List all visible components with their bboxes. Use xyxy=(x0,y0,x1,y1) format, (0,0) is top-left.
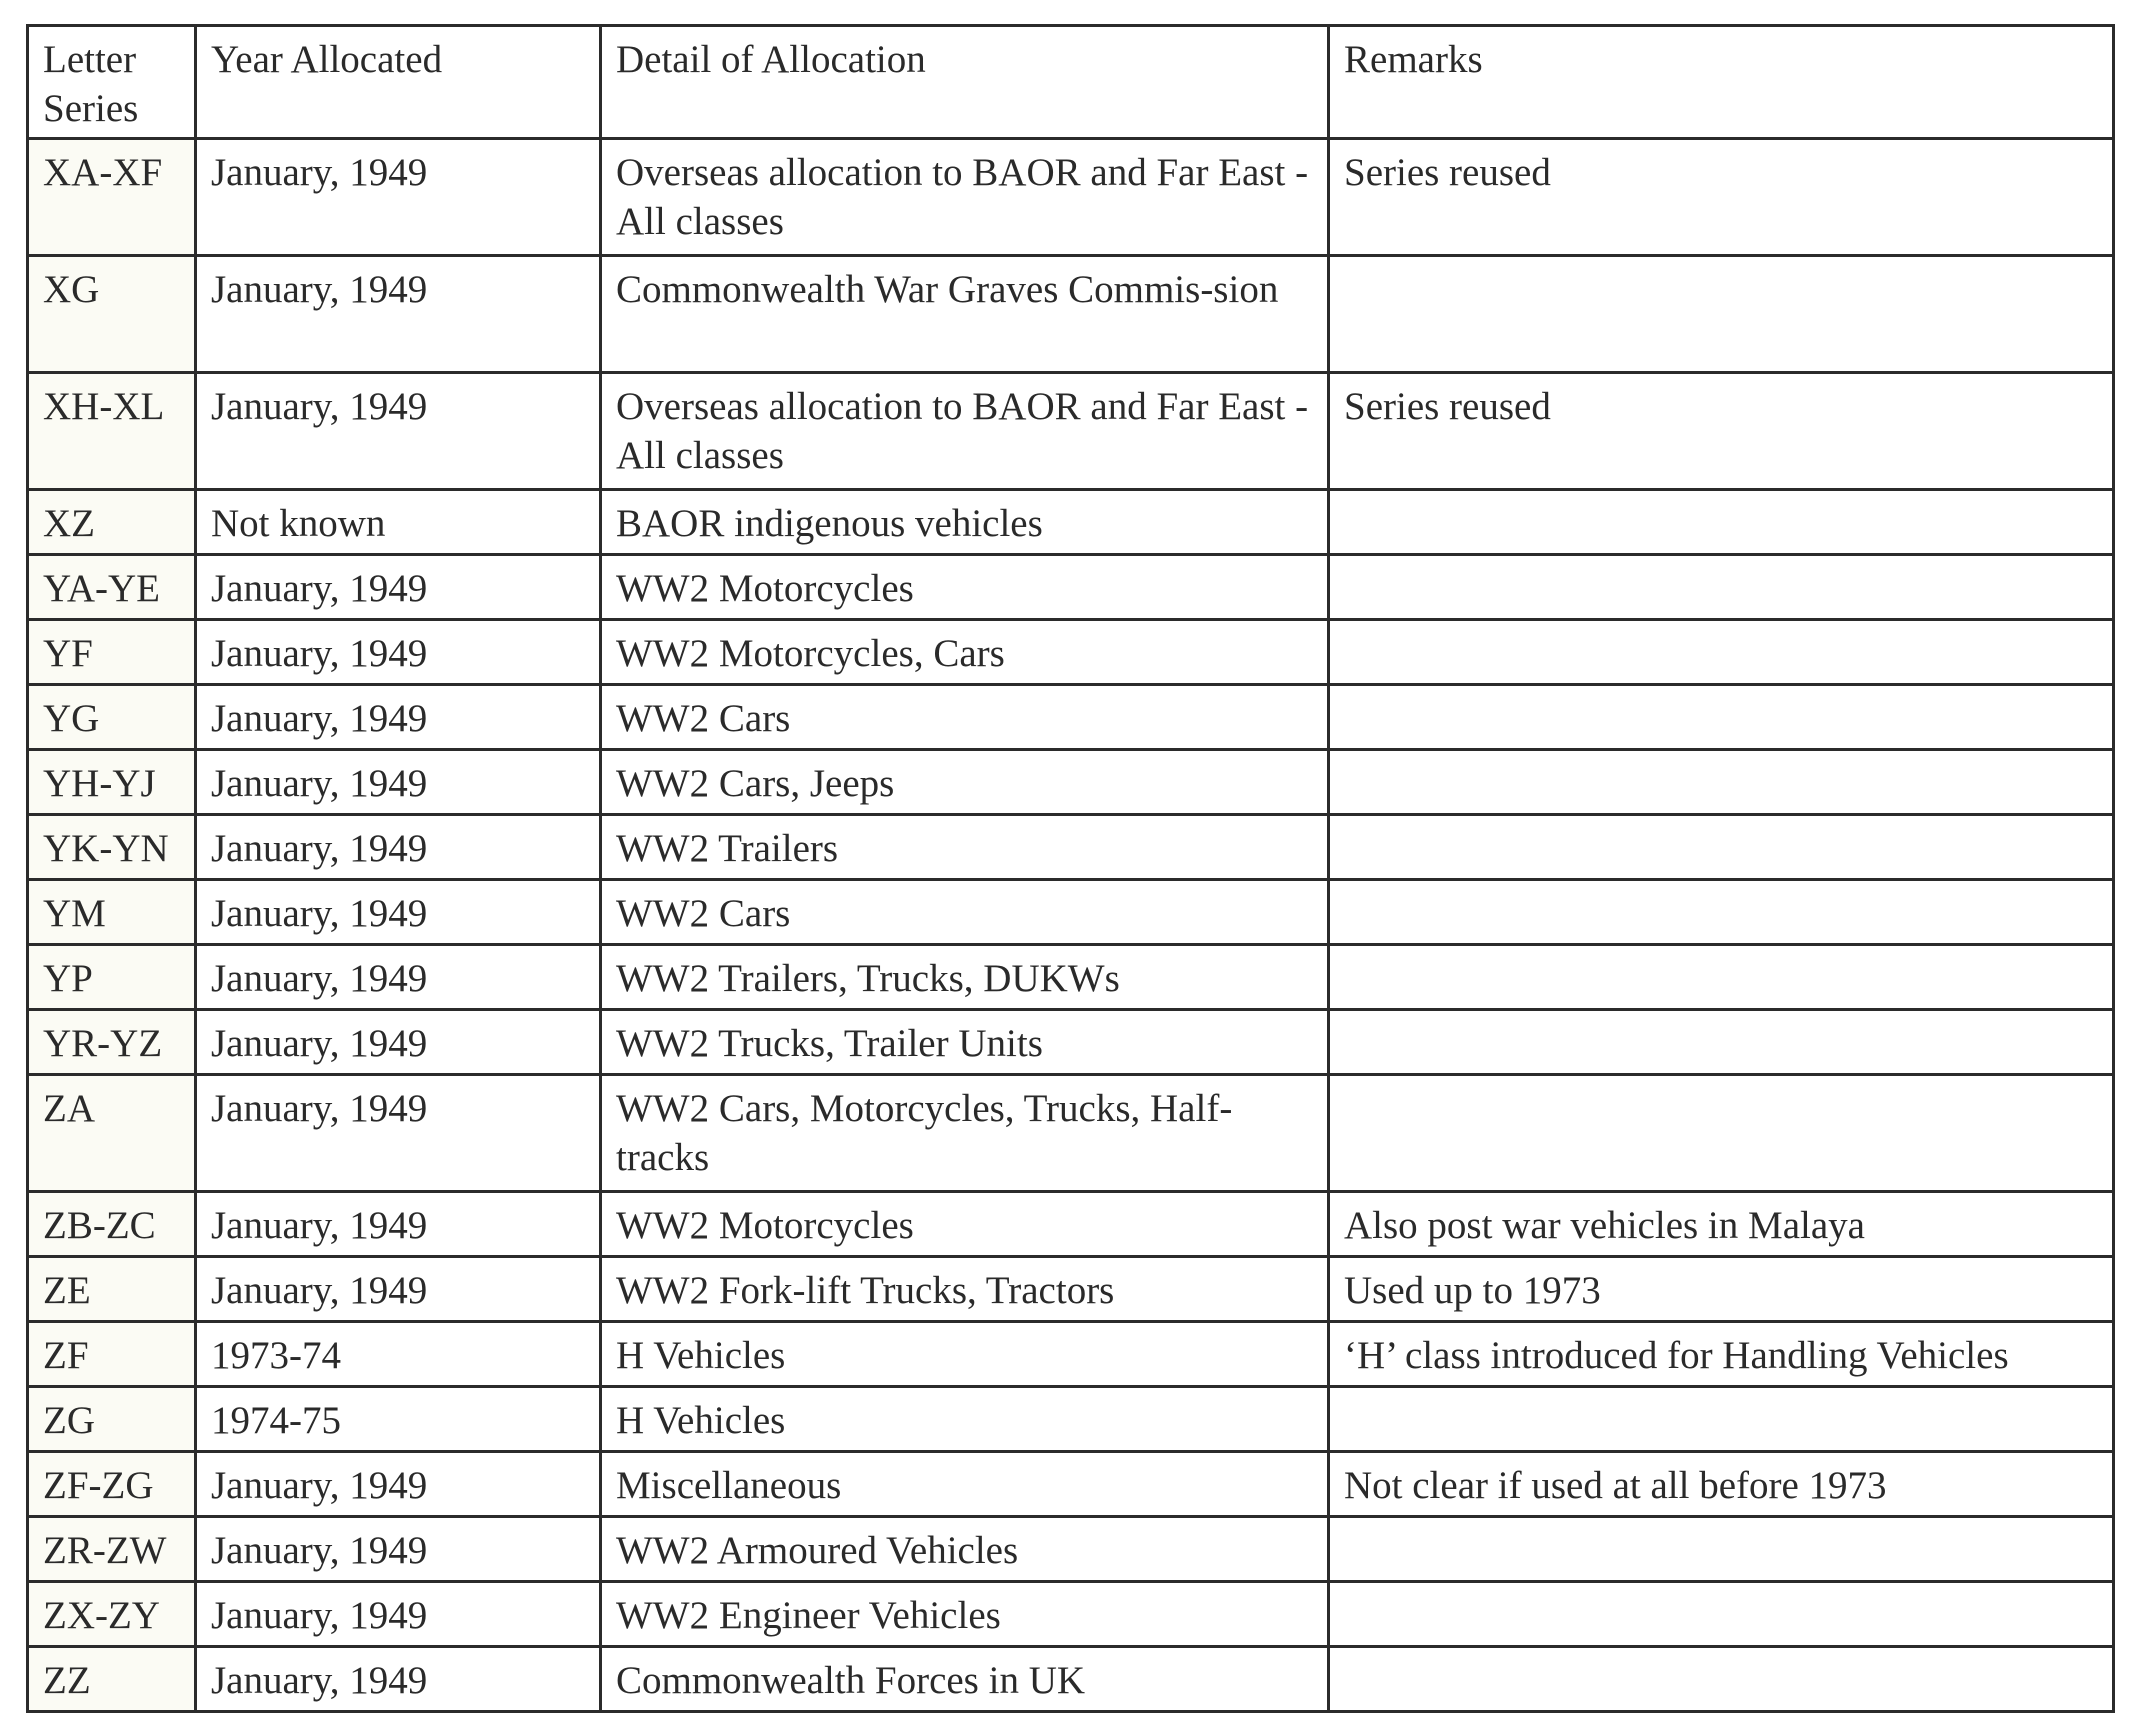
cell-year: January, 1949 xyxy=(196,880,601,945)
cell-series: YG xyxy=(28,685,196,750)
cell-remarks: Series reused xyxy=(1329,139,2114,256)
cell-year: January, 1949 xyxy=(196,945,601,1010)
cell-year: January, 1949 xyxy=(196,1192,601,1257)
cell-series: XG xyxy=(28,256,196,373)
cell-year: January, 1949 xyxy=(196,815,601,880)
table-row xyxy=(28,815,2114,880)
cell-detail: WW2 Fork-lift Trucks, Tractors xyxy=(601,1257,1329,1322)
cell-series: ZZ xyxy=(28,1647,196,1712)
cell-series: ZF xyxy=(28,1322,196,1387)
cell-detail: Commonwealth War Graves Commis-sion xyxy=(601,256,1329,373)
cell-remarks: Not clear if used at all before 1973 xyxy=(1329,1452,2114,1517)
cell-year: Not known xyxy=(196,490,601,555)
cell-year: January, 1949 xyxy=(196,139,601,256)
cell-series: YH-YJ xyxy=(28,750,196,815)
cell-remarks: Used up to 1973 xyxy=(1329,1257,2114,1322)
cell-detail: WW2 Armoured Vehicles xyxy=(601,1517,1329,1582)
cell-detail: WW2 Motorcycles xyxy=(601,555,1329,620)
table-row xyxy=(28,1010,2114,1075)
table-row xyxy=(28,750,2114,815)
table-row xyxy=(28,620,2114,685)
cell-year: January, 1949 xyxy=(196,685,601,750)
cell-series: ZF-ZG xyxy=(28,1452,196,1517)
header-remarks: Remarks xyxy=(1329,26,2114,139)
table-row xyxy=(28,1517,2114,1582)
table-row xyxy=(28,1647,2114,1712)
cell-series: YP xyxy=(28,945,196,1010)
cell-year: January, 1949 xyxy=(196,373,601,490)
table-row xyxy=(28,490,2114,555)
cell-series: XA-XF xyxy=(28,139,196,256)
table-row xyxy=(28,256,2114,373)
cell-series: ZR-ZW xyxy=(28,1517,196,1582)
cell-detail: WW2 Cars, Jeeps xyxy=(601,750,1329,815)
cell-remarks xyxy=(1329,945,2114,1010)
cell-year: January, 1949 xyxy=(196,1517,601,1582)
cell-detail: WW2 Trailers xyxy=(601,815,1329,880)
table-row xyxy=(28,139,2114,256)
cell-detail: WW2 Trailers, Trucks, DUKWs xyxy=(601,945,1329,1010)
cell-year: January, 1949 xyxy=(196,1257,601,1322)
cell-detail: Commonwealth Forces in UK xyxy=(601,1647,1329,1712)
cell-remarks xyxy=(1329,620,2114,685)
cell-remarks xyxy=(1329,1647,2114,1712)
cell-detail: WW2 Motorcycles, Cars xyxy=(601,620,1329,685)
cell-detail: WW2 Motorcycles xyxy=(601,1192,1329,1257)
table-row xyxy=(28,1387,2114,1452)
cell-remarks xyxy=(1329,555,2114,620)
cell-series: YA-YE xyxy=(28,555,196,620)
cell-detail: WW2 Cars, Motorcycles, Trucks, Half-tracks xyxy=(601,1075,1329,1192)
cell-year: January, 1949 xyxy=(196,750,601,815)
table-row xyxy=(28,1582,2114,1647)
table-row xyxy=(28,880,2114,945)
cell-remarks xyxy=(1329,1582,2114,1647)
cell-remarks xyxy=(1329,1075,2114,1192)
cell-detail: H Vehicles xyxy=(601,1387,1329,1452)
cell-remarks xyxy=(1329,1387,2114,1452)
cell-series: ZG xyxy=(28,1387,196,1452)
cell-remarks xyxy=(1329,256,2114,373)
cell-remarks: Series reused xyxy=(1329,373,2114,490)
cell-remarks xyxy=(1329,490,2114,555)
cell-remarks xyxy=(1329,685,2114,750)
cell-series: YM xyxy=(28,880,196,945)
cell-year: January, 1949 xyxy=(196,1010,601,1075)
cell-detail: Overseas allocation to BAOR and Far East - All classes xyxy=(601,139,1329,256)
table-row xyxy=(28,685,2114,750)
table-row xyxy=(28,1192,2114,1257)
cell-detail: WW2 Trucks, Trailer Units xyxy=(601,1010,1329,1075)
cell-year: January, 1949 xyxy=(196,1647,601,1712)
cell-remarks xyxy=(1329,1517,2114,1582)
cell-remarks xyxy=(1329,815,2114,880)
cell-detail: BAOR indigenous vehicles xyxy=(601,490,1329,555)
cell-detail: WW2 Engineer Vehicles xyxy=(601,1582,1329,1647)
cell-series: XZ xyxy=(28,490,196,555)
cell-series: ZX-ZY xyxy=(28,1582,196,1647)
cell-series: ZA xyxy=(28,1075,196,1192)
header-year-allocated: Year Allocated xyxy=(196,26,601,139)
cell-year: January, 1949 xyxy=(196,1582,601,1647)
table-row xyxy=(28,1075,2114,1192)
cell-series: YF xyxy=(28,620,196,685)
table-row xyxy=(28,945,2114,1010)
table-row xyxy=(28,1322,2114,1387)
cell-detail: Miscellaneous xyxy=(601,1452,1329,1517)
header-letter-series: Letter Series xyxy=(28,26,196,139)
cell-series: XH-XL xyxy=(28,373,196,490)
table-row xyxy=(28,373,2114,490)
cell-year: January, 1949 xyxy=(196,555,601,620)
header-detail: Detail of Allocation xyxy=(601,26,1329,139)
cell-remarks xyxy=(1329,750,2114,815)
cell-detail: WW2 Cars xyxy=(601,880,1329,945)
cell-remarks xyxy=(1329,1010,2114,1075)
table-row xyxy=(28,1452,2114,1517)
cell-detail: WW2 Cars xyxy=(601,685,1329,750)
cell-series: ZB-ZC xyxy=(28,1192,196,1257)
cell-series: YR-YZ xyxy=(28,1010,196,1075)
cell-remarks: ‘H’ class introduced for Handling Vehicles xyxy=(1329,1322,2114,1387)
table-header-row xyxy=(28,26,2114,139)
cell-detail: Overseas allocation to BAOR and Far East - All classes xyxy=(601,373,1329,490)
cell-remarks: Also post war vehicles in Malaya xyxy=(1329,1192,2114,1257)
cell-year: 1973-74 xyxy=(196,1322,601,1387)
cell-year: January, 1949 xyxy=(196,256,601,373)
cell-series: YK-YN xyxy=(28,815,196,880)
cell-year: January, 1949 xyxy=(196,1075,601,1192)
cell-remarks xyxy=(1329,880,2114,945)
table-row xyxy=(28,555,2114,620)
table-row xyxy=(28,1257,2114,1322)
cell-year: January, 1949 xyxy=(196,620,601,685)
cell-series: ZE xyxy=(28,1257,196,1322)
cell-year: January, 1949 xyxy=(196,1452,601,1517)
allocation-table xyxy=(26,24,2115,1713)
cell-year: 1974-75 xyxy=(196,1387,601,1452)
cell-detail: H Vehicles xyxy=(601,1322,1329,1387)
